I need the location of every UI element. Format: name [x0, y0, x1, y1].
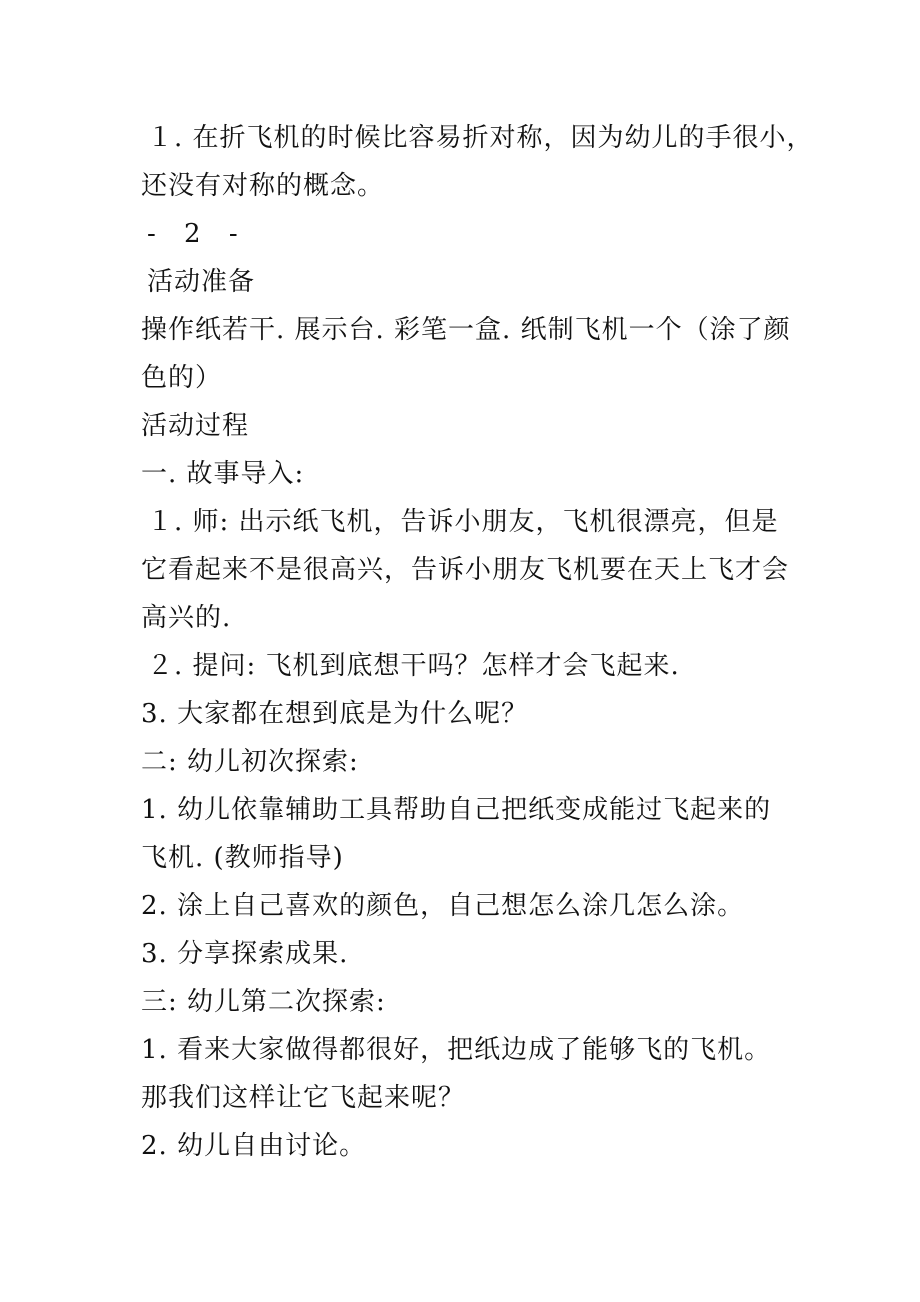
subheading-story-intro: 一. 故事导入: — [141, 459, 305, 489]
document-body — [141, 114, 814, 1170]
page-number: - 2 - — [147, 219, 248, 249]
text-line-13: 3. 大家都在想到底是为什么呢？ — [141, 699, 529, 729]
text-line-6: 色的） — [141, 363, 223, 393]
text-line-5: 操作纸若干. 展示台. 彩笔一盒. 纸制飞机一个（涂了颜 — [141, 315, 791, 345]
text-line-20: 1. 看来大家做得都很好，把纸边成了能够飞的飞机。 — [141, 1035, 772, 1065]
text-line-18: 3. 分享探索成果. — [141, 939, 349, 969]
text-line-11: 高兴的. — [141, 603, 232, 633]
text-line-15: 1. 幼儿依靠辅助工具帮助自己把纸变成能过飞起来的 — [141, 795, 772, 825]
text-line-21: 那我们这样让它飞起来呢？ — [141, 1083, 466, 1113]
subheading-second-exploration: 三: 幼儿第二次探索: — [141, 987, 386, 1017]
text-line-10: 它看起来不是很高兴，告诉小朋友飞机要在天上飞才会 — [141, 555, 790, 585]
section-heading-preparation: 活动准备 — [147, 267, 256, 297]
subheading-first-exploration: 二: 幼儿初次探索: — [141, 747, 359, 777]
text-line-2: 还没有对称的概念。 — [141, 171, 385, 201]
text-line-17: 2. 涂上自己喜欢的颜色，自己想怎么涂几怎么涂。 — [141, 891, 745, 921]
text-line-12: ２. 提问: 飞机到底想干吗？怎样才会飞起来. — [147, 651, 680, 681]
text-line-9: １. 师: 出示纸飞机，告诉小朋友，飞机很漂亮，但是 — [147, 507, 779, 537]
text-line-22: 2. 幼儿自由讨论。 — [141, 1131, 367, 1161]
text-line-16: 飞机. (教师指导) — [141, 843, 344, 873]
text-line-1: １. 在折飞机的时候比容易折对称，因为幼儿的手很小， — [147, 123, 814, 153]
section-heading-process: 活动过程 — [141, 411, 250, 441]
